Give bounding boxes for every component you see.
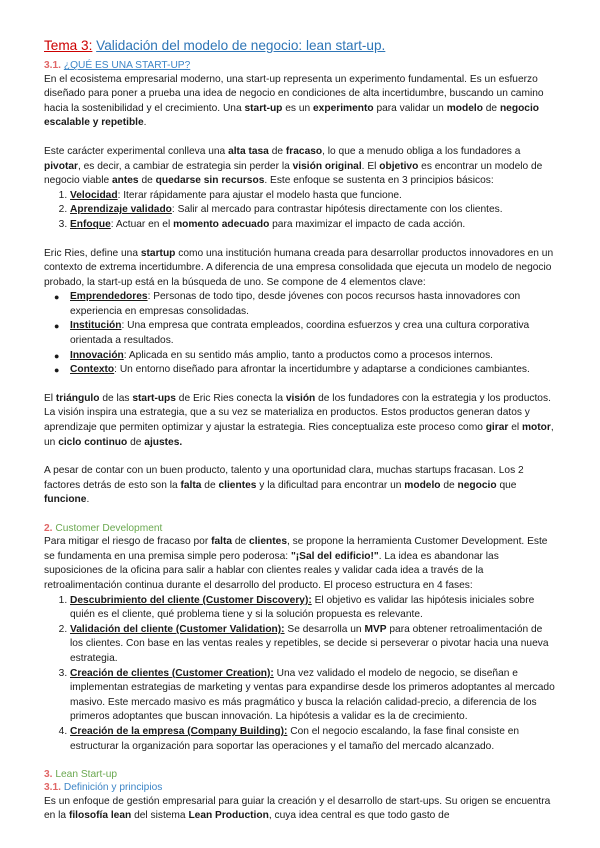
paragraph-customer-development: Para mitigar el riesgo de fracaso por falta de clientes, se propone la herramienta Customer Development. Este se fundamenta en una premisa simple pero poderosa: "¡Sal del edificio!". La idea es abandonar las suposiciones de la oficina para salir a hablar con clientes reales y validar cada idea a través de la retroalimentación continua durante el desarrollo del producto. El proceso estructura en 4 fases: [44,536,548,592]
list-item: 2. Aprendizaje validado: Salir al mercado para contrastar hipótesis directamente con los clientes. [70,203,556,218]
section-number: 3.1. [44,60,61,72]
paragraph-experimental-character: Este carácter experimental conlleva una alta tasa de fracaso, lo que a menudo obliga a los fundadores a pivotar, es decir, a cambiar de estrategia sin perder la visión original. El objetivo es encontrar un modelo de negocio viable antes de quedarse sin recursos. Este enfoque se sustenta en 3 principios básicos: [44,145,543,187]
elements-list [44,290,556,378]
title-number: Tema 3: [44,38,93,53]
phases-list [44,594,556,755]
principles-list [44,189,556,233]
list-item: ● Institución: Una empresa que contrata empleados, coordina esfuerzos y crea una cultura corporativa orientada a resultados. [70,319,556,348]
paragraph-eric-ries: Eric Ries, define una startup como una institución humana creada para desarrollar productos innovadores en un contexto de extrema incertidumbre. A diferencia de una empresa consolidada que ejecuta un modelo de negocio probado, la start-up está en la búsqueda de uno. Se compone de 4 elementos clave: [44,247,554,288]
list-item: 1. Descubrimiento del cliente (Customer Discovery): El objetivo es validar las hipótesis iniciales sobre quién es el cliente, qué problema tiene y si la solución propuesta es relevante. [70,594,556,623]
list-item: ● Contexto: Un entorno diseñado para afrontar la incertidumbre y adaptarse a condiciones cambiantes. [70,363,556,378]
section-3-1-subheading: 3.1. Definición y principios [44,782,163,794]
list-item: 1. Velocidad: Iterar rápidamente para ajustar el modelo hasta que funcione. [70,189,556,204]
document-title [44,38,556,54]
section-3-heading: 3. Lean Start-up [44,769,118,781]
paragraph-triangle: El triángulo de las start-ups de Eric Ries conecta la visión de los fundadores con la estrategia y los productos. La visión inspira una estrategia, que a su vez se materializa en productos. Estos productos generan datos y aprendizaje que permiten optimizar y ajustar la estrategia. Ries conceptualiza este proceso como girar el motor, un ciclo continuo de ajustes. [44,392,554,448]
list-item: 3. Enfoque: Actuar en el momento adecuado para maximizar el impacto de cada acción. [70,218,556,233]
paragraph-lean-definition: Es un enfoque de gestión empresarial para guiar la creación y el desarrollo de start-ups. Su origen se encuentra en la filosofía lean del sistema Lean Production, cuya idea central es que todo gasto de [44,795,551,822]
section-2-heading: 2. Customer Development [44,523,163,534]
paragraph-startup-intro: En el ecosistema empresarial moderno, una start-up representa un experimento fundamental. Es un esfuerzo diseñado para poner a prueba una idea de negocio en condiciones de alta incertidumbre, buscando un camino hacia la sostenibilidad y el crecimiento. Una start-up es un experimento para validar un modelo de negocio escalable y repetible. [44,73,544,129]
list-item: ● Innovación: Aplicada en su sentido más amplio, tanto a productos como a procesos internos. [70,349,556,364]
list-item: ● Emprendedores: Personas de todo tipo, desde jóvenes con pocos recursos hasta innovadores con experiencia en empresas consolidadas. [70,290,556,319]
paragraph-failure-factors: A pesar de contar con un buen producto, talento y una oportunidad clara, muchas startups fracasan. Los 2 factores detrás de esto son la falta de clientes y la dificultad para encontrar un modelo de negocio que funcione. [44,465,524,506]
section-title: ¿QUÉ ES UNA START-UP? [63,60,191,72]
title-text: Validación del modelo de negocio: lean start-up. [96,38,386,53]
list-item: 2. Validación del cliente (Customer Validation): Se desarrolla un MVP para obtener retroalimentación de los clientes. Con base en las ventas reales y repetibles, se decide si perseverar o pivotar hacia una nueva estrategia. [70,623,556,667]
list-item: 3. Creación de clientes (Customer Creation): Una vez validado el modelo de negocio, se diseñan e implementan estrategias de marketing y ventas para expandirse desde los primeros adoptantes al mercado masivo. Este mercado masivo es más pragmático y busca la relación calidad-precio, a diferencia de los primeros adoptantes que buscan innovación. La hipótesis a validar es la de crecimiento. [70,667,556,725]
section-3-1-heading [44,59,556,72]
list-item: 4. Creación de la empresa (Company Building): Con el negocio escalando, la fase final consiste en estructurar la organización para soportar las operaciones y el tamaño del mercado alcanzado. [70,725,556,754]
